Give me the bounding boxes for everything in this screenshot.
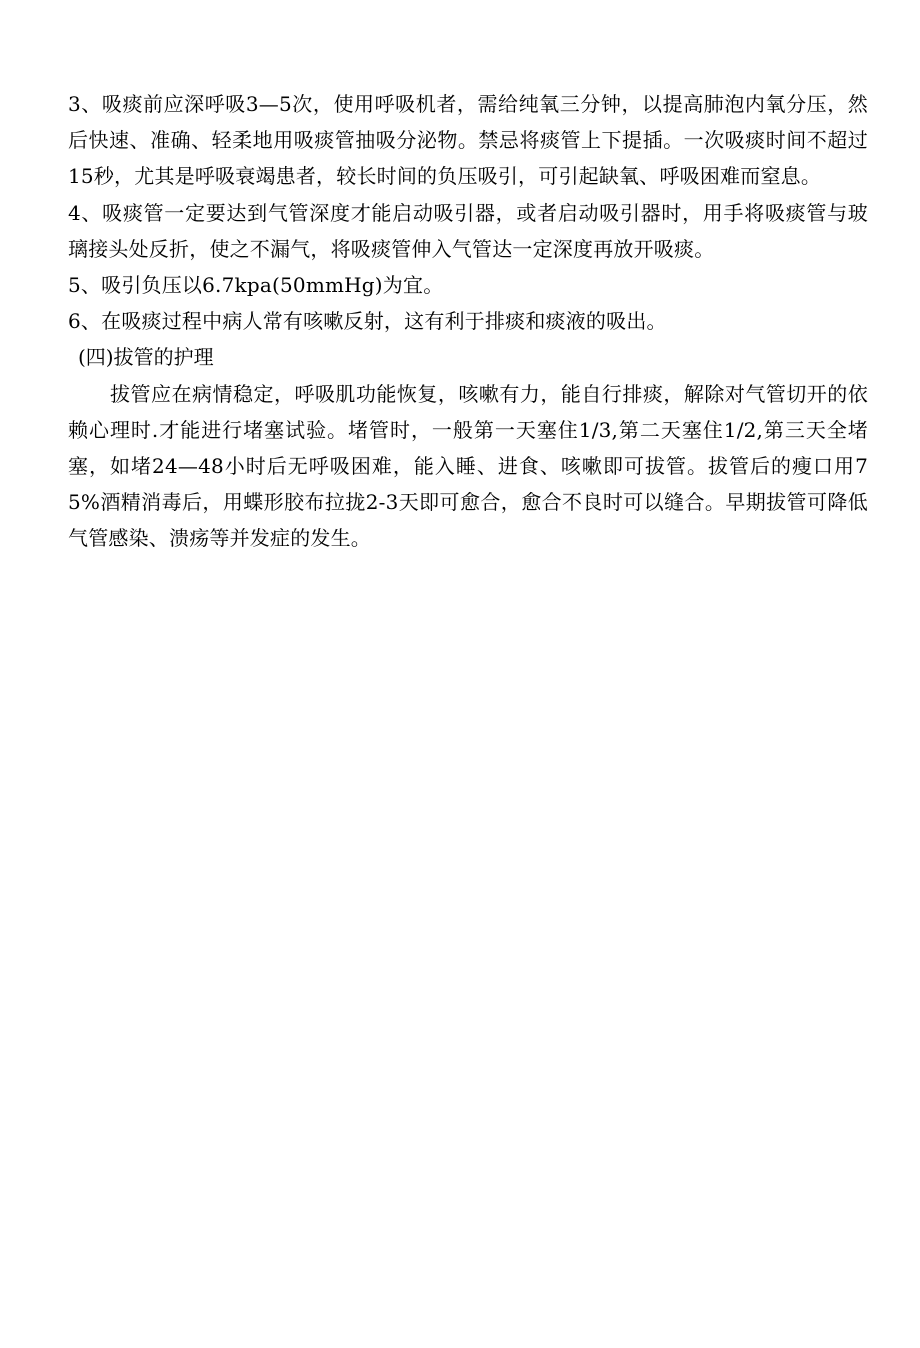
- paragraph-item-4: 4、吸痰管一定要达到气管深度才能启动吸引器，或者启动吸引器时，用手将吸痰管与玻璃接头处反折，使之不漏气，将吸痰管伸入气管达一定深度再放开吸痰。: [68, 200, 868, 261]
- section-body-paragraph: 拔管应在病情稳定，呼吸肌功能恢复，咳嗽有力，能自行排痰，解除对气管切开的依赖心理时.才能进行堵塞试验。堵管时，一般第一天塞住1/3,第二天塞住1/2,第三天全堵塞，如堵24—48小时后无呼吸困难，能入睡、进食、咳嗽即可拔管。拔管后的瘦口用75%酒精消毒后，用蝶形胶布拉拢2-3天即可愈合，愈合不良时可以缝合。早期拔管可降低气管感染、溃疡等并发症的发生。: [68, 381, 868, 551]
- paragraph-item-3: 3、吸痰前应深呼吸3—5次，使用呼吸机者，需给纯氧三分钟，以提高肺泡内氧分压，然后快速、准确、轻柔地用吸痰管抽吸分泌物。禁忌将痰管上下提插。一次吸痰时间不超过15秒，尤其是呼吸衰竭患者，较长时间的负压吸引，可引起缺氧、呼吸困难而窒息。: [68, 92, 868, 189]
- paragraph-item-6: 6、在吸痰过程中病人常有咳嗽反射，这有利于排痰和痰液的吸出。: [68, 309, 667, 334]
- section-heading: (四)拔管的护理: [78, 345, 214, 370]
- paragraph-item-5: 5、吸引负压以6.7kpa(50mmHg)为宜。: [68, 273, 444, 298]
- document-body: [68, 86, 868, 557]
